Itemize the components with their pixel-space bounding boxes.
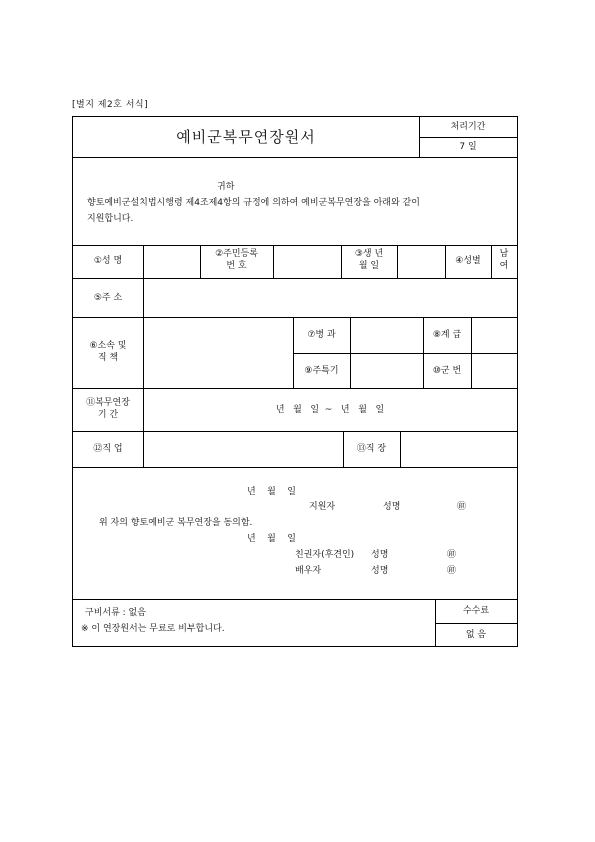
gender-options bbox=[491, 248, 517, 272]
rule bbox=[143, 278, 144, 317]
rrn-label-line1: ②주민등록 bbox=[215, 249, 258, 259]
rule bbox=[143, 245, 144, 278]
required-documents: 구비서류 : 없음 bbox=[85, 608, 146, 618]
branch-label: ⑦병 과 bbox=[307, 330, 336, 340]
spouse-name-label: 성명 bbox=[371, 566, 389, 576]
rule bbox=[73, 599, 517, 600]
processing-period-value: 7 일 bbox=[459, 142, 477, 152]
rrn-label-line2: 번 호 bbox=[226, 261, 247, 271]
extension-period-label bbox=[73, 397, 143, 421]
unit-label-line2: 직 책 bbox=[97, 353, 119, 363]
rule bbox=[293, 353, 517, 354]
rule bbox=[435, 623, 517, 624]
rank-label: ⑧계 급 bbox=[432, 330, 462, 340]
fee-header: 수수료 bbox=[462, 606, 490, 616]
applicant-seal: ㊞ bbox=[457, 502, 467, 512]
application-form bbox=[72, 116, 518, 647]
date-line-2: 년 월 일 bbox=[247, 534, 296, 544]
rule bbox=[350, 317, 351, 388]
rule bbox=[293, 317, 294, 388]
rule bbox=[143, 431, 144, 467]
guardian-label: 친권자(후견인) bbox=[295, 550, 355, 560]
rule bbox=[419, 137, 517, 138]
rule bbox=[423, 317, 424, 388]
rule bbox=[471, 317, 472, 388]
unit-label bbox=[73, 340, 143, 364]
unit-label-line1: ⑥소속 및 bbox=[89, 341, 127, 351]
gender-male: 남 bbox=[499, 249, 509, 259]
intro-line-2: 지원합니다. bbox=[87, 214, 134, 224]
rule bbox=[73, 278, 517, 279]
service-number-label: ⑩군 번 bbox=[432, 366, 462, 376]
rule bbox=[400, 431, 401, 467]
rule bbox=[73, 431, 517, 432]
addressee: 귀하 bbox=[217, 182, 235, 192]
rule bbox=[73, 157, 517, 158]
extension-period-line1: ⑪복무연장 bbox=[86, 398, 130, 408]
intro-line-1: 향토예비군설치법시행령 제4조제4항의 규정에 의하여 예비군복무연장을 아래와 같이 bbox=[87, 198, 420, 208]
workplace-label: ⑬직 장 bbox=[356, 444, 387, 454]
rule bbox=[397, 245, 398, 278]
spouse-label: 배우자 bbox=[295, 566, 322, 576]
birthdate-label-line2: 월 일 bbox=[358, 261, 380, 271]
date-line-1: 년 월 일 bbox=[247, 487, 296, 497]
specialty-label: ⑨주특기 bbox=[304, 366, 339, 376]
consent-statement: 위 자의 향토예비군 복무연장을 동의함. bbox=[99, 518, 253, 528]
gender-female: 여 bbox=[499, 261, 509, 271]
applicant-name-label: 성명 bbox=[383, 502, 401, 512]
rule bbox=[273, 245, 274, 278]
applicant-label: 지원자 bbox=[309, 502, 336, 512]
address-label: ⑤주 소 bbox=[93, 293, 123, 303]
gender-label: ④성별 bbox=[455, 256, 481, 266]
birthdate-label bbox=[341, 248, 397, 272]
guardian-name-label: 성명 bbox=[371, 550, 389, 560]
name-label: ①성 명 bbox=[93, 256, 123, 266]
rrn-label bbox=[200, 248, 273, 272]
rule bbox=[73, 388, 517, 389]
processing-period-header: 처리기간 bbox=[450, 122, 486, 132]
rule bbox=[73, 245, 517, 246]
form-title: 예비군복무연장원서 bbox=[176, 128, 316, 146]
occupation-label: ⑫직 업 bbox=[93, 444, 123, 454]
guardian-seal: ㊞ bbox=[447, 550, 457, 560]
form-label: [별지 제2호 서식] bbox=[72, 100, 149, 110]
fee-value: 없 음 bbox=[465, 630, 487, 640]
extension-period-line2: 기 간 bbox=[97, 410, 119, 420]
rule bbox=[73, 317, 517, 318]
extension-period-value: 년 월 일 ~ 년 월 일 bbox=[275, 405, 385, 415]
rule bbox=[143, 317, 144, 388]
fee-note: ※ 이 연장원서는 무료로 비부합니다. bbox=[81, 624, 225, 634]
spouse-seal: ㊞ bbox=[447, 566, 457, 576]
birthdate-label-line1: ③생 년 bbox=[354, 249, 384, 259]
rule bbox=[73, 467, 517, 468]
